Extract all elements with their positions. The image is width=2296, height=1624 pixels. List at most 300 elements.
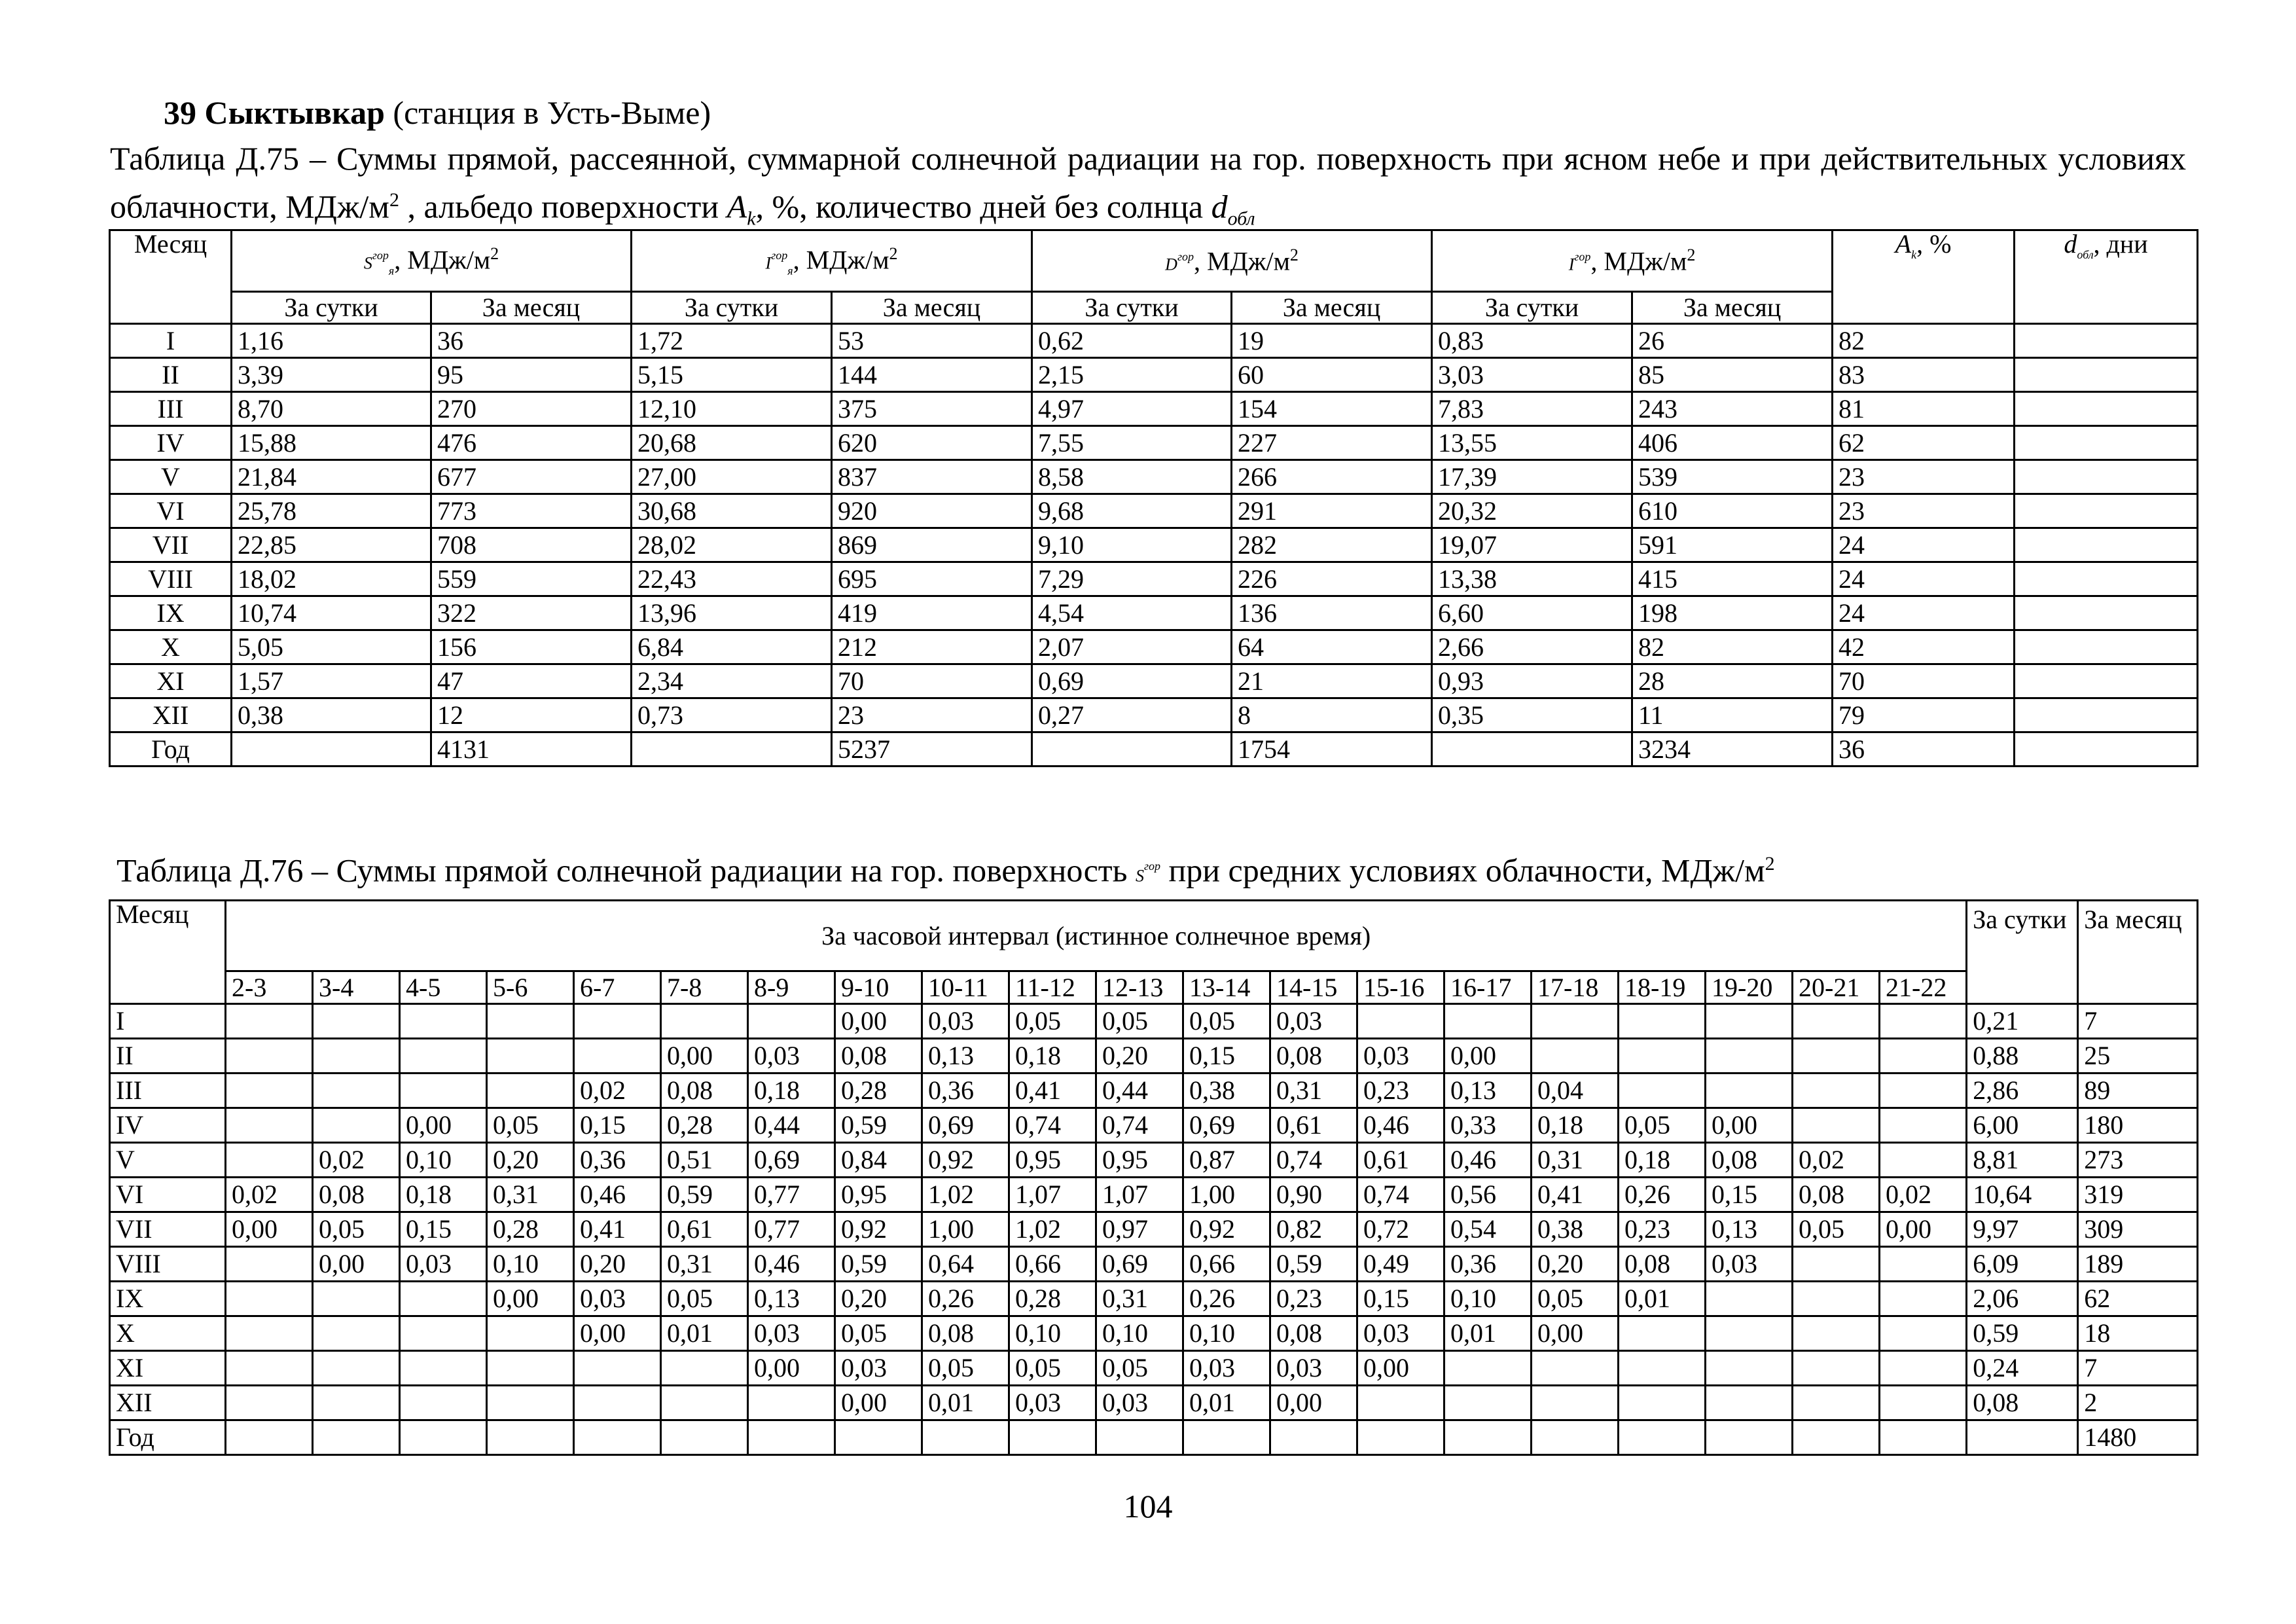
value-cell: 0,05 xyxy=(661,1282,748,1316)
table-75-caption xyxy=(110,137,2186,240)
value-cell: 64 xyxy=(1232,630,1432,664)
value-cell: 476 xyxy=(431,426,632,460)
value-cell: 0,26 xyxy=(1619,1178,1706,1212)
value-cell: 0,08 xyxy=(313,1178,400,1212)
unit: , дни xyxy=(2093,230,2148,259)
value-cell xyxy=(632,732,832,767)
hour-header: 15-16 xyxy=(1357,971,1444,1004)
value-cell: 406 xyxy=(1632,426,1833,460)
value-cell: 226 xyxy=(1232,562,1432,596)
value-cell xyxy=(1880,1039,1967,1074)
value-cell: 7,55 xyxy=(1032,426,1232,460)
value-cell: 0,05 xyxy=(1619,1108,1706,1143)
value-cell: 1,07 xyxy=(1096,1178,1183,1212)
value-cell: 0,66 xyxy=(1183,1247,1270,1282)
header-per-day: За сутки xyxy=(232,292,431,324)
value-cell: 2,86 xyxy=(1967,1074,2078,1108)
value-cell: 243 xyxy=(1632,392,1833,426)
value-cell: 0,92 xyxy=(835,1212,922,1247)
value-cell xyxy=(1444,1420,1532,1455)
value-cell: 0,51 xyxy=(661,1143,748,1178)
value-cell: 81 xyxy=(1833,392,2015,426)
value-cell: 8,81 xyxy=(1967,1143,2078,1178)
value-cell: 5,15 xyxy=(632,358,832,392)
value-cell: 559 xyxy=(431,562,632,596)
value-cell: 10,64 xyxy=(1967,1178,2078,1212)
value-cell xyxy=(1619,1074,1706,1108)
table-75-body xyxy=(110,324,2198,767)
value-cell xyxy=(661,1386,748,1420)
value-cell: 415 xyxy=(1632,562,1833,596)
symbol: I xyxy=(1568,255,1575,274)
value-cell: 8 xyxy=(1232,698,1432,732)
month-cell: X xyxy=(110,1316,226,1351)
value-cell: 28 xyxy=(1632,664,1833,698)
value-cell: 7 xyxy=(2078,1004,2198,1039)
value-cell: 0,05 xyxy=(1793,1212,1880,1247)
symbol: I xyxy=(765,253,772,273)
value-cell: 0,31 xyxy=(487,1178,574,1212)
value-cell xyxy=(226,1074,313,1108)
value-cell xyxy=(1706,1316,1793,1351)
value-cell xyxy=(2015,596,2198,630)
value-cell: 0,74 xyxy=(1009,1108,1096,1143)
value-cell: 0,02 xyxy=(226,1178,313,1212)
value-cell xyxy=(1793,1039,1880,1074)
table-row xyxy=(110,324,2198,358)
value-cell: 0,05 xyxy=(1009,1004,1096,1039)
value-cell: 2 xyxy=(2078,1386,2198,1420)
header-per-day: За сутки xyxy=(632,292,832,324)
value-cell: 591 xyxy=(1632,528,1833,562)
value-cell xyxy=(400,1420,487,1455)
value-cell xyxy=(661,1004,748,1039)
value-cell: 539 xyxy=(1632,460,1833,494)
month-cell: V xyxy=(110,460,232,494)
value-cell: 0,00 xyxy=(748,1351,835,1386)
value-cell xyxy=(1793,1316,1880,1351)
month-cell: I xyxy=(110,324,232,358)
value-cell xyxy=(1880,1386,1967,1420)
value-cell: 227 xyxy=(1232,426,1432,460)
month-cell: IV xyxy=(110,426,232,460)
value-cell: 11 xyxy=(1632,698,1833,732)
value-cell xyxy=(1880,1108,1967,1143)
value-cell: 0,08 xyxy=(1270,1316,1357,1351)
symbol-sub: я xyxy=(388,264,395,278)
value-cell: 0,01 xyxy=(661,1316,748,1351)
value-cell: 1,00 xyxy=(1183,1178,1270,1212)
value-cell xyxy=(487,1351,574,1386)
value-cell: 920 xyxy=(832,494,1032,528)
value-cell xyxy=(2015,732,2198,767)
value-cell: 0,84 xyxy=(835,1143,922,1178)
month-cell: IV xyxy=(110,1108,226,1143)
header-s-direct xyxy=(232,230,632,292)
value-cell: 0,02 xyxy=(1793,1143,1880,1178)
value-cell xyxy=(1706,1039,1793,1074)
station-name: (станция в Усть-Выме) xyxy=(393,94,711,131)
table-row xyxy=(110,1074,2198,1108)
hour-header-row xyxy=(110,971,2198,1004)
caption-text: , %, количество дней без солнца xyxy=(755,188,1211,225)
value-cell: 0,61 xyxy=(661,1212,748,1247)
value-cell xyxy=(1183,1420,1270,1455)
value-cell xyxy=(226,1420,313,1455)
value-cell: 85 xyxy=(1632,358,1833,392)
table-row xyxy=(110,528,2198,562)
caption-symbol: S xyxy=(1135,866,1144,886)
month-cell: VII xyxy=(110,1212,226,1247)
month-cell: II xyxy=(110,1039,226,1074)
value-cell: 22,43 xyxy=(632,562,832,596)
value-cell: 266 xyxy=(1232,460,1432,494)
value-cell: 154 xyxy=(1232,392,1432,426)
value-cell xyxy=(400,1316,487,1351)
value-cell: 5,05 xyxy=(232,630,431,664)
caption-sub: обл xyxy=(1227,208,1255,230)
value-cell: 0,38 xyxy=(1532,1212,1619,1247)
value-cell: 0,18 xyxy=(1619,1143,1706,1178)
value-cell: 1480 xyxy=(2078,1420,2198,1455)
value-cell: 869 xyxy=(832,528,1032,562)
value-cell: 0,59 xyxy=(661,1178,748,1212)
value-cell xyxy=(1793,1351,1880,1386)
symbol-sub: обл xyxy=(2077,248,2094,261)
month-cell: IX xyxy=(110,596,232,630)
value-cell xyxy=(1880,1074,1967,1108)
value-cell xyxy=(1619,1351,1706,1386)
value-cell xyxy=(400,1386,487,1420)
value-cell xyxy=(1793,1074,1880,1108)
value-cell: 0,82 xyxy=(1270,1212,1357,1247)
value-cell: 82 xyxy=(1833,324,2015,358)
value-cell: 3,03 xyxy=(1432,358,1632,392)
month-cell: VI xyxy=(110,494,232,528)
value-cell xyxy=(226,1143,313,1178)
month-cell: VIII xyxy=(110,562,232,596)
value-cell: 0,18 xyxy=(1009,1039,1096,1074)
symbol-sup: гор xyxy=(771,248,788,262)
value-cell: 0,69 xyxy=(922,1108,1009,1143)
hour-header: 9-10 xyxy=(835,971,922,1004)
value-cell xyxy=(1880,1247,1967,1282)
value-cell: 0,59 xyxy=(1967,1316,2078,1351)
value-cell xyxy=(1532,1420,1619,1455)
value-cell: 0,05 xyxy=(922,1351,1009,1386)
table-row xyxy=(110,358,2198,392)
symbol-sup: гор xyxy=(372,248,389,262)
value-cell: 36 xyxy=(431,324,632,358)
header-albedo xyxy=(1833,230,2015,324)
unit: , МДж/м xyxy=(793,245,889,275)
value-cell: 0,74 xyxy=(1357,1178,1444,1212)
value-cell: 0,00 xyxy=(835,1386,922,1420)
caption-sup: 2 xyxy=(1765,853,1775,875)
value-cell: 9,68 xyxy=(1032,494,1232,528)
value-cell xyxy=(748,1004,835,1039)
value-cell xyxy=(400,1074,487,1108)
value-cell xyxy=(226,1316,313,1351)
value-cell: 0,74 xyxy=(1270,1143,1357,1178)
value-cell: 1,07 xyxy=(1009,1178,1096,1212)
hour-header: 2-3 xyxy=(226,971,313,1004)
value-cell: 0,56 xyxy=(1444,1178,1532,1212)
value-cell xyxy=(1357,1386,1444,1420)
value-cell xyxy=(313,1386,400,1420)
value-cell xyxy=(226,1039,313,1074)
value-cell: 0,44 xyxy=(1096,1074,1183,1108)
header-per-day: За сутки xyxy=(1032,292,1232,324)
value-cell: 1,00 xyxy=(922,1212,1009,1247)
table-76-caption xyxy=(117,844,1775,896)
value-cell: 0,31 xyxy=(1532,1143,1619,1178)
value-cell xyxy=(313,1039,400,1074)
value-cell: 3234 xyxy=(1632,732,1833,767)
value-cell: 2,66 xyxy=(1432,630,1632,664)
value-cell xyxy=(1880,1420,1967,1455)
value-cell: 0,03 xyxy=(748,1316,835,1351)
value-cell: 0,20 xyxy=(1096,1039,1183,1074)
value-cell: 0,13 xyxy=(922,1039,1009,1074)
table-row xyxy=(110,562,2198,596)
value-cell xyxy=(574,1420,661,1455)
value-cell: 25,78 xyxy=(232,494,431,528)
section-heading xyxy=(164,93,711,132)
value-cell: 13,38 xyxy=(1432,562,1632,596)
value-cell: 24 xyxy=(1833,562,2015,596)
value-cell: 0,10 xyxy=(1444,1282,1532,1316)
value-cell xyxy=(2015,324,2198,358)
unit: , % xyxy=(1916,230,1952,259)
value-cell: 189 xyxy=(2078,1247,2198,1282)
value-cell: 0,08 xyxy=(661,1074,748,1108)
value-cell: 79 xyxy=(1833,698,2015,732)
value-cell: 0,49 xyxy=(1357,1247,1444,1282)
value-cell xyxy=(1444,1386,1532,1420)
value-cell: 837 xyxy=(832,460,1032,494)
month-cell: VI xyxy=(110,1178,226,1212)
month-cell: Год xyxy=(110,1420,226,1455)
value-cell: 5237 xyxy=(832,732,1032,767)
table-row xyxy=(110,460,2198,494)
value-cell xyxy=(2015,460,2198,494)
value-cell: 0,77 xyxy=(748,1178,835,1212)
value-cell xyxy=(1009,1420,1096,1455)
month-cell: IX xyxy=(110,1282,226,1316)
table-row xyxy=(110,698,2198,732)
value-cell xyxy=(1357,1004,1444,1039)
value-cell: 0,15 xyxy=(574,1108,661,1143)
value-cell xyxy=(400,1004,487,1039)
value-cell xyxy=(1967,1420,2078,1455)
value-cell xyxy=(400,1351,487,1386)
value-cell: 0,93 xyxy=(1432,664,1632,698)
value-cell: 21,84 xyxy=(232,460,431,494)
value-cell xyxy=(226,1108,313,1143)
value-cell xyxy=(1619,1420,1706,1455)
table-row xyxy=(110,1351,2198,1386)
value-cell: 89 xyxy=(2078,1074,2198,1108)
value-cell: 47 xyxy=(431,664,632,698)
value-cell: 144 xyxy=(832,358,1032,392)
unit-sup: 2 xyxy=(1687,245,1696,265)
value-cell xyxy=(1706,1351,1793,1386)
table-row xyxy=(110,426,2198,460)
unit: , МДж/м xyxy=(1590,246,1687,276)
value-cell: 0,00 xyxy=(1270,1386,1357,1420)
caption-text: при средних условиях облачности, МДж/м xyxy=(1160,852,1765,889)
value-cell: 70 xyxy=(1833,664,2015,698)
value-cell xyxy=(226,1351,313,1386)
value-cell: 0,35 xyxy=(1432,698,1632,732)
value-cell: 0,28 xyxy=(661,1108,748,1143)
header-hour-interval: За часовой интервал (истинное солнечное время) xyxy=(226,901,1967,971)
value-cell: 0,18 xyxy=(748,1074,835,1108)
value-cell: 70 xyxy=(832,664,1032,698)
value-cell xyxy=(1357,1420,1444,1455)
value-cell: 0,18 xyxy=(400,1178,487,1212)
value-cell: 0,05 xyxy=(1096,1351,1183,1386)
value-cell: 0,72 xyxy=(1357,1212,1444,1247)
value-cell: 0,20 xyxy=(835,1282,922,1316)
value-cell: 0,00 xyxy=(1357,1351,1444,1386)
value-cell: 0,54 xyxy=(1444,1212,1532,1247)
hour-header: 12-13 xyxy=(1096,971,1183,1004)
value-cell: 0,27 xyxy=(1032,698,1232,732)
value-cell xyxy=(313,1316,400,1351)
value-cell xyxy=(232,732,431,767)
month-cell: X xyxy=(110,630,232,664)
value-cell: 309 xyxy=(2078,1212,2198,1247)
value-cell: 0,46 xyxy=(1357,1108,1444,1143)
value-cell: 10,74 xyxy=(232,596,431,630)
value-cell: 0,15 xyxy=(1357,1282,1444,1316)
value-cell: 1754 xyxy=(1232,732,1432,767)
value-cell xyxy=(1706,1282,1793,1316)
hour-header: 7-8 xyxy=(661,971,748,1004)
value-cell xyxy=(1880,1143,1967,1178)
symbol: A xyxy=(1895,230,1912,259)
value-cell: 6,00 xyxy=(1967,1108,2078,1143)
value-cell: 21 xyxy=(1232,664,1432,698)
symbol-sup: гор xyxy=(1574,250,1591,264)
value-cell: 212 xyxy=(832,630,1032,664)
value-cell: 0,28 xyxy=(835,1074,922,1108)
value-cell: 0,03 xyxy=(1009,1386,1096,1420)
table-row xyxy=(110,1282,2198,1316)
value-cell xyxy=(1706,1420,1793,1455)
table-row xyxy=(110,664,2198,698)
value-cell: 0,95 xyxy=(1009,1143,1096,1178)
hour-header: 20-21 xyxy=(1793,971,1880,1004)
value-cell xyxy=(1880,1282,1967,1316)
value-cell: 30,68 xyxy=(632,494,832,528)
value-cell xyxy=(2015,562,2198,596)
table-row xyxy=(110,1039,2198,1074)
month-cell: II xyxy=(110,358,232,392)
value-cell xyxy=(487,1074,574,1108)
value-cell: 0,10 xyxy=(1183,1316,1270,1351)
value-cell: 0,00 xyxy=(1532,1316,1619,1351)
month-cell: XI xyxy=(110,664,232,698)
value-cell xyxy=(748,1386,835,1420)
value-cell xyxy=(1270,1420,1357,1455)
value-cell: 0,08 xyxy=(1619,1247,1706,1282)
value-cell: 12 xyxy=(431,698,632,732)
value-cell: 0,02 xyxy=(1880,1178,1967,1212)
value-cell xyxy=(313,1351,400,1386)
value-cell xyxy=(2015,426,2198,460)
value-cell: 0,46 xyxy=(574,1178,661,1212)
value-cell: 282 xyxy=(1232,528,1432,562)
value-cell: 23 xyxy=(832,698,1032,732)
value-cell: 1,02 xyxy=(922,1178,1009,1212)
value-cell xyxy=(1032,732,1232,767)
value-cell: 273 xyxy=(2078,1143,2198,1178)
value-cell xyxy=(1880,1316,1967,1351)
value-cell xyxy=(313,1282,400,1316)
value-cell: 0,95 xyxy=(835,1178,922,1212)
value-cell xyxy=(487,1039,574,1074)
value-cell: 0,01 xyxy=(922,1386,1009,1420)
hour-header: 5-6 xyxy=(487,971,574,1004)
value-cell: 0,03 xyxy=(1270,1004,1357,1039)
table-76-body xyxy=(110,1004,2198,1455)
value-cell: 0,04 xyxy=(1532,1074,1619,1108)
value-cell: 1,16 xyxy=(232,324,431,358)
value-cell: 0,00 xyxy=(313,1247,400,1282)
value-cell: 0,00 xyxy=(1444,1039,1532,1074)
value-cell: 8,70 xyxy=(232,392,431,426)
month-cell: III xyxy=(110,1074,226,1108)
value-cell xyxy=(2015,664,2198,698)
value-cell xyxy=(226,1004,313,1039)
value-cell: 0,46 xyxy=(748,1247,835,1282)
value-cell: 0,33 xyxy=(1444,1108,1532,1143)
value-cell: 0,36 xyxy=(1444,1247,1532,1282)
symbol: D xyxy=(1165,255,1177,274)
value-cell: 20,68 xyxy=(632,426,832,460)
value-cell: 270 xyxy=(431,392,632,426)
value-cell xyxy=(1444,1351,1532,1386)
value-cell: 0,38 xyxy=(232,698,431,732)
value-cell: 0,95 xyxy=(1096,1143,1183,1178)
value-cell: 3,39 xyxy=(232,358,431,392)
value-cell xyxy=(1793,1247,1880,1282)
hour-header: 18-19 xyxy=(1619,971,1706,1004)
value-cell xyxy=(313,1420,400,1455)
value-cell: 17,39 xyxy=(1432,460,1632,494)
value-cell: 0,15 xyxy=(1706,1178,1793,1212)
value-cell: 28,02 xyxy=(632,528,832,562)
value-cell: 0,69 xyxy=(1032,664,1232,698)
value-cell: 0,83 xyxy=(1432,324,1632,358)
value-cell: 0,00 xyxy=(835,1004,922,1039)
value-cell: 0,03 xyxy=(574,1282,661,1316)
value-cell: 2,34 xyxy=(632,664,832,698)
value-cell: 15,88 xyxy=(232,426,431,460)
value-cell xyxy=(2015,528,2198,562)
value-cell: 0,03 xyxy=(835,1351,922,1386)
value-cell xyxy=(1880,1004,1967,1039)
hour-header: 16-17 xyxy=(1444,971,1532,1004)
value-cell xyxy=(1096,1420,1183,1455)
header-per-day: За сутки xyxy=(1967,901,2078,1004)
value-cell: 6,84 xyxy=(632,630,832,664)
header-month: Месяц xyxy=(110,901,226,1004)
value-cell: 0,01 xyxy=(1444,1316,1532,1351)
